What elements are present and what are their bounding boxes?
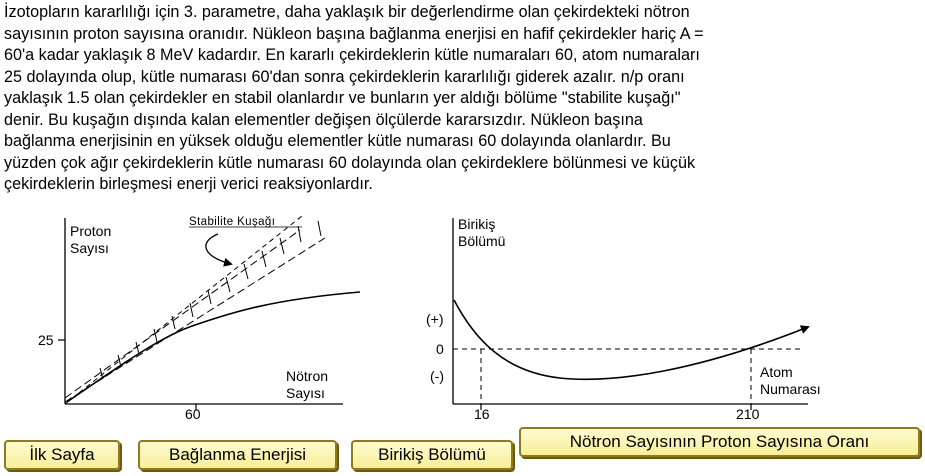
paragraph-line: bağlanma enerjisinin en yüksek olduğu elementler kütle numarası 60 dolayında olanlardır. Bu xyxy=(4,132,671,150)
right-x-tick-label-16: 16 xyxy=(474,406,490,422)
left-y-tick-label: 25 xyxy=(38,332,54,348)
left-y-label-line2: Sayısı xyxy=(70,240,109,256)
description-paragraph xyxy=(4,2,920,196)
paragraph-line: 60'a kadar yaklaşık 8 MeV kadardır. En kararlı çekirdeklerin kütle numaraları 60, atom numaraları xyxy=(4,46,700,64)
paragraph-line: İzotopların kararlılığı için 3. parametre, daha yaklaşık bir değerlendirme olan çekirdekteki nötron xyxy=(4,3,690,21)
plus-label: (+) xyxy=(426,311,444,327)
first-page-button[interactable]: İlk Sayfa xyxy=(4,440,120,470)
stability-belt-graph xyxy=(38,216,360,422)
right-x-tick-label-210: 210 xyxy=(736,406,760,422)
np-ratio-button[interactable]: Nötron Sayısının Proton Sayısına Oranı xyxy=(519,427,920,457)
right-x-label-line1: Atom xyxy=(760,364,793,380)
right-y-label-line1: Birikiş xyxy=(458,216,496,232)
right-x-label-line2: Numarası xyxy=(760,381,821,397)
right-y-label-line2: Bölümü xyxy=(458,233,506,249)
paragraph-line: yüzden çok ağır çekirdeklerin kütle numarası 60 dolayında olan çekirdeklere bölünmesi ve küçük xyxy=(4,153,696,172)
paragraph-line: yaklaşık 1.5 olan çekirdekler en stabil olanlardır ve bunların yer aldığı bölüme "stabilite kuşağı" xyxy=(4,89,681,107)
packing-fraction-graph xyxy=(426,216,821,422)
left-x-label-line2: Sayısı xyxy=(286,385,325,401)
paragraph-line: 25 dolayında olup, kütle numarası 60'dan sonra çekirdeklerin kararlılığı giderek azalır. n/p oranı xyxy=(4,67,685,86)
belt-hatching xyxy=(100,221,321,379)
binding-energy-button[interactable]: Bağlanma Enerjisi xyxy=(138,440,337,470)
band-label-arrow xyxy=(206,234,231,264)
figure-area xyxy=(0,205,925,430)
packing-fraction-button[interactable]: Birikiş Bölümü xyxy=(351,440,513,470)
packing-fraction-curve xyxy=(454,300,808,379)
paragraph-line: denir. Bu kuşağın dışında kalan elementler değişen ölçülerde kararsızdır. Nükleon başına xyxy=(4,110,643,129)
minus-label: (-) xyxy=(430,368,444,384)
stability-belt-label: Stabilite Kuşağı xyxy=(189,216,276,228)
paragraph-line: sayısının proton sayısına oranıdır. Nükleon başına bağlanma enerjisi en hafif çekirdekler hariç A = xyxy=(4,24,704,43)
left-x-tick-label: 60 xyxy=(185,406,201,422)
left-y-label-line1: Proton xyxy=(70,223,112,239)
left-x-label-line1: Nötron xyxy=(286,368,329,384)
paragraph-line: çekirdeklerin birleşmesi enerji verici reaksiyonlardır. xyxy=(4,175,373,193)
zero-label: 0 xyxy=(436,341,444,357)
